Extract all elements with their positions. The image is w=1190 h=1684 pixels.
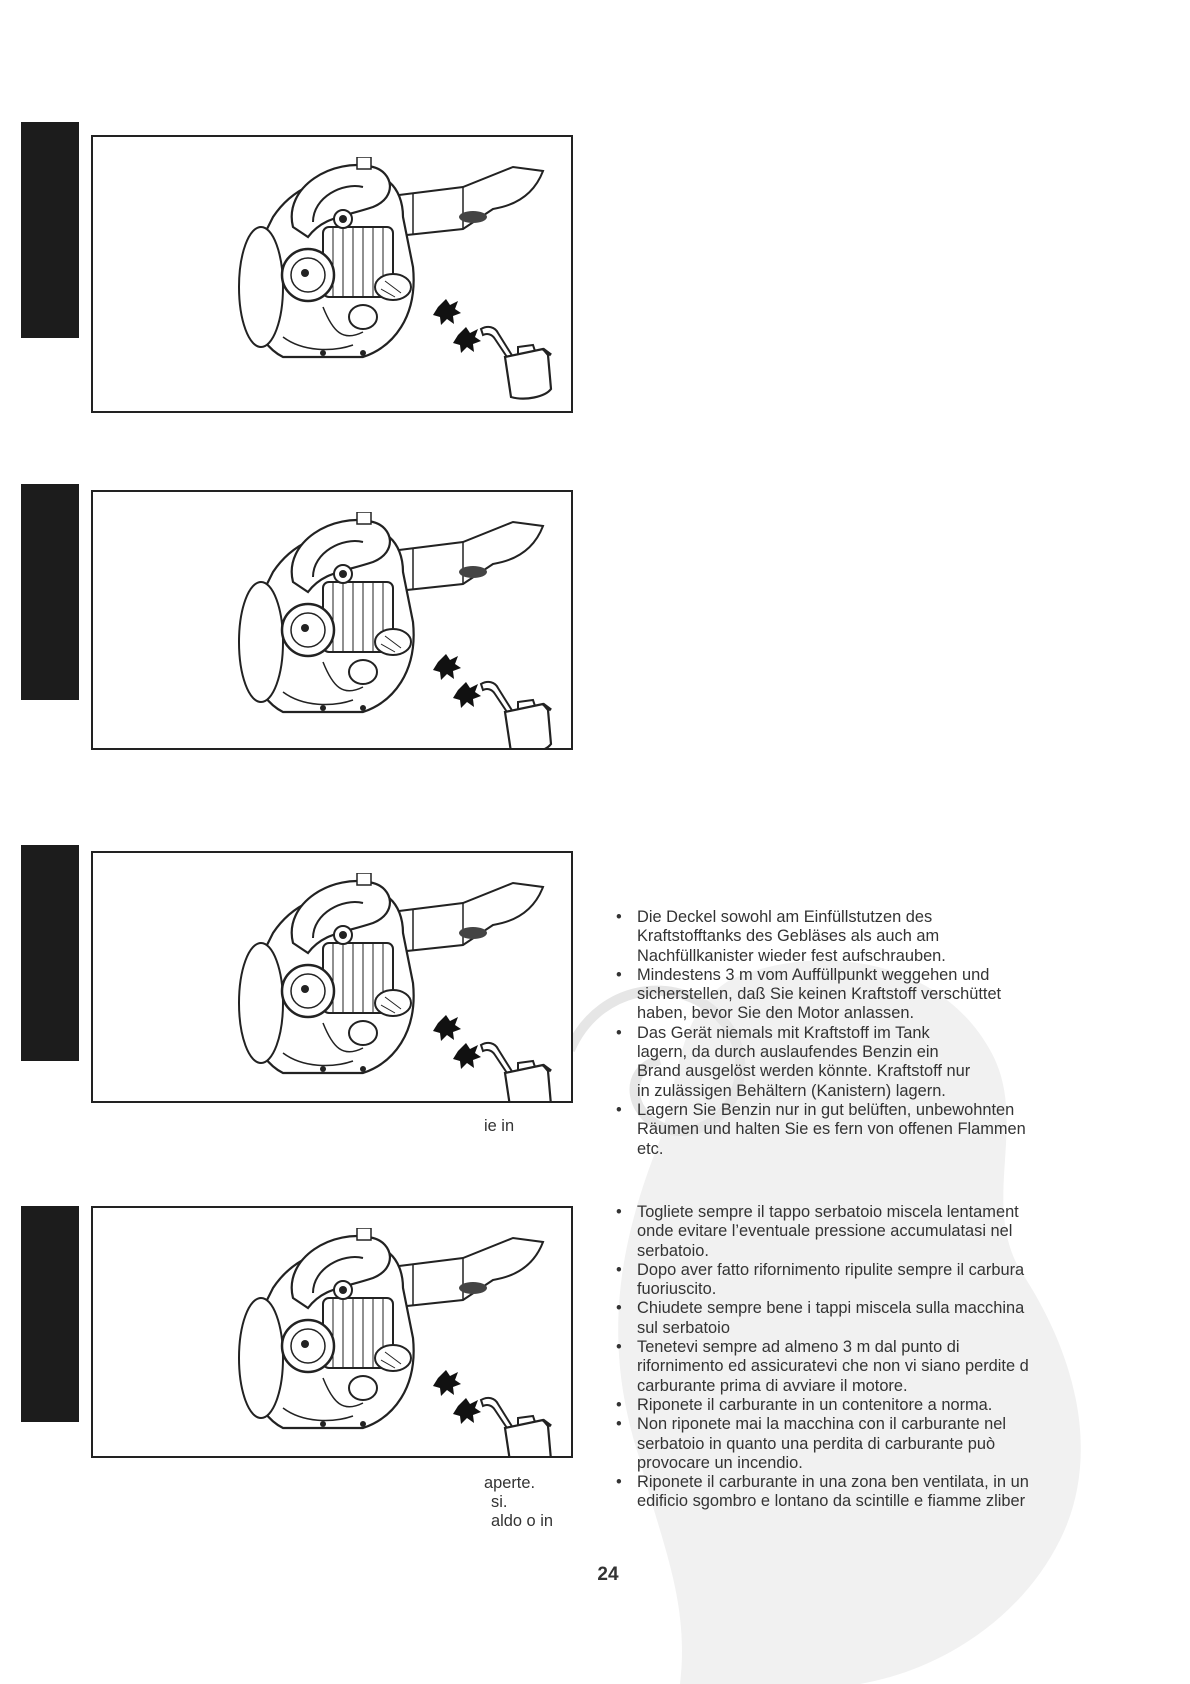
- list-item: • Das Gerät niemals mit Kraftstoff im Tank lagern, da durch auslaufendes Benzin ein Brand ausgelöst werden könnte. Kraftstoff nur in zulässigen Behältern (Kanistern) lagern.: [616, 1024, 1086, 1101]
- leaf-blower-refuel-illustration: [213, 157, 563, 407]
- figure-box-1: [91, 135, 573, 413]
- section-tab-4: [21, 1206, 79, 1422]
- figure-box-2: [91, 490, 573, 750]
- list-item: • Togliete sempre il tappo serbatoio miscela lentament onde evitare l’eventuale pressione accumulatasi nel serbatoio.: [616, 1203, 1086, 1261]
- german-safety-bullets: [616, 908, 1086, 1159]
- list-item: • Non riponete mai la macchina con il carburante nel serbatoio in quanto una perdita di carburante può provocare un incendio.: [616, 1415, 1086, 1473]
- page-number: 24: [597, 1564, 619, 1585]
- section-tab-2: [21, 484, 79, 700]
- list-item: • Riponete il carburante in una zona ben ventilata, in un edificio sgombro e lontano da scintille e fiamme zliber: [616, 1473, 1086, 1512]
- list-item: • Tenetevi sempre ad almeno 3 m dal punto di rifornimento ed assicuratevi che non vi siano perdite d carburante prima di avviare il motore.: [616, 1338, 1086, 1396]
- list-item: • Die Deckel sowohl am Einfüllstutzen des Kraftstofftanks des Gebläses als auch am Nachfüllkanister wieder fest aufschrauben.: [616, 908, 1086, 966]
- figure-box-4: [91, 1206, 573, 1458]
- list-item: • Chiudete sempre bene i tappi miscela sulla macchina sul serbatoio: [616, 1299, 1086, 1338]
- section-tab-1: [21, 122, 79, 338]
- list-item: • Dopo aver fatto rifornimento ripulite sempre il carbura fuoriuscito.: [616, 1261, 1086, 1300]
- cut-off-text-fragment: aperte.: [484, 1474, 536, 1492]
- figure-box-3: [91, 851, 573, 1103]
- list-item: • Mindestens 3 m vom Auffüllpunkt weggehen und sicherstellen, daß Sie keinen Kraftstoff verschüttet haben, bevor Sie den Motor anlassen.: [616, 966, 1086, 1024]
- cut-off-text-fragment: ie in: [484, 1117, 515, 1135]
- list-item: • Lagern Sie Benzin nur in gut belüften, unbewohnten Räumen und halten Sie es fern von offenen Flammen etc.: [616, 1101, 1086, 1159]
- leaf-blower-refuel-illustration: [213, 1228, 563, 1458]
- italian-safety-bullets: [616, 1203, 1086, 1512]
- list-item: • Riponete il carburante in un contenitore a norma.: [616, 1396, 1086, 1415]
- leaf-blower-refuel-illustration: [213, 873, 563, 1103]
- section-tab-3: [21, 845, 79, 1061]
- leaf-blower-refuel-illustration: [213, 512, 563, 750]
- cut-off-text-fragment: aldo o in: [491, 1512, 553, 1530]
- cut-off-text-fragment: si.: [491, 1493, 508, 1511]
